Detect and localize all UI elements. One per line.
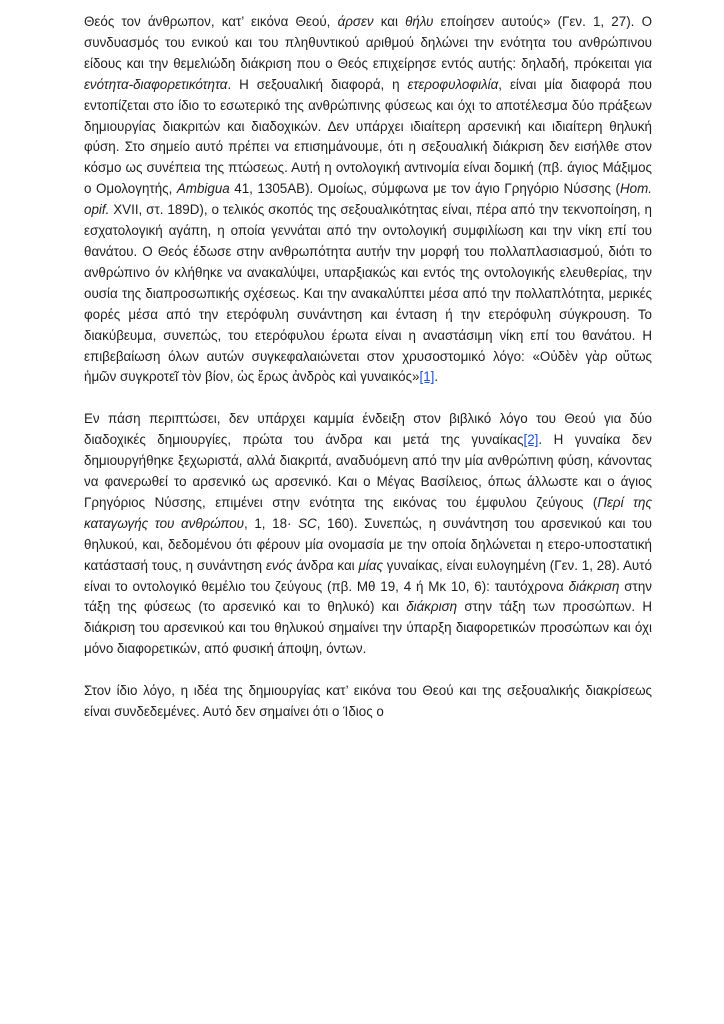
italic-text: SC: [298, 515, 317, 531]
text-segment: εποίησεν αυτούς» (Γεν. 1, 27). Ο συνδυασμός του ενικού και του πληθυντικού αριθμού δηλώνει την ενότητα του ανθρώπινου είδους και την θεμελιώδη διάκριση που ο Θεός επιχείρησε εντός αυτής: δηλαδή, πρόκειται για: [84, 14, 652, 71]
footnote-link[interactable]: [2]: [523, 432, 539, 448]
italic-text: διάκριση: [568, 578, 620, 594]
text-segment: άνδρα και: [292, 557, 359, 573]
italic-text: άρσεν: [337, 14, 374, 29]
italic-text: ενότητα-διαφορετικότητα: [84, 76, 228, 92]
document-page: [84, 12, 652, 723]
italic-text: ετεροφυλοφιλία: [407, 76, 499, 92]
italic-text: Περί της καταγωγής του ανθρώπου: [84, 494, 652, 531]
italic-text: μίας: [358, 557, 383, 573]
text-segment: Εν πάση περιπτώσει, δεν υπάρχει καμμία ένδειξη στον βιβλικό λόγο του Θεού για δύο διαδοχικές δημιουργίες, πρώτα του άνδρα και μετά της γυναίκας: [84, 411, 652, 448]
text-segment: και: [373, 14, 406, 29]
italic-text: θήλυ: [405, 14, 434, 29]
text-segment: στην τάξη των προσώπων. Η διάκριση του αρσενικού και του θηλυκού σημαίνει την ύπαρξη διαφορετικών προσώπων και όχι μόνο διαφορετικών, από φυσική άποψη, όντων.: [84, 599, 652, 657]
italic-text: διάκριση: [406, 599, 458, 615]
italic-text: ενός: [265, 557, 293, 573]
text-segment: Στον ίδιο λόγο, η ιδέα της δημιουργίας κατ’ εικόνα του Θεού και της σεξουαλικής διακρίσεως είναι συνδεδεμένες. Αυτό δεν σημαίνει ότι ο Ίδιος ο: [84, 683, 652, 720]
paragraph-1: [84, 12, 652, 388]
text-segment: .: [434, 369, 439, 385]
text-segment: XVII, στ. 189D), ο τελικός σκοπός της σεξουαλικότητας είναι, πέρα από την τεκνοποίηση, η εσχατολογική αγάπη, η οποία γεννάται από την οντολογική συμφιλίωση και την νίκη επί του θανάτου. Ο Θεός έδωσε στην ανθρωπότητα αυτήν την μορφή του πολλαπλασιασμού, διότι το ανθρώπινο όν κλήθηκε να ανακαλύψει, υπαρξιακώς και εντός της οντολογικής ελευθερίας, την ουσία της διαπροσωπικής σχέσεως. Και την ανακαλύπτει μέσα από την πολλαπλότητα, μερικές φορές μέσα από την ετερόφυλη συνάντηση και ένταση ή την ετερόφυλη σύγκρουση. Το διακύβευμα, συνεπώς, του ετερόφυλου έρωτα είναι η αναστάσιμη νίκη επί του θανάτου. Η επιβεβαίωση όλων αυτών συγκεφαλαιώνεται στον χρυσοστομικό λόγο: «Οὐδὲν γὰρ οὕτως ἡμῶν συγκροτεῖ τὸν βίον, ὡς ἔρως ἀνδρὸς καὶ γυναικός»: [84, 202, 652, 385]
footnote-link[interactable]: [1]: [419, 369, 435, 385]
text-segment: 41, 1305AB). Ομοίως, σύμφωνα με τον άγιο Γρηγόριο Νύσσης (: [229, 181, 620, 197]
text-segment: , 1, 18·: [244, 515, 299, 531]
paragraph-2: [84, 409, 652, 660]
text-segment: γυναίκας, είναι ευλογημένη (Γεν. 1, 28). Αυτό είναι το οντολογικό θεμέλιο του ζεύγους (πβ. Μθ 19, 4 ή Μκ 10, 6): ταυτόχρονα: [84, 557, 652, 594]
text-segment: , 160). Συνεπώς, η συνάντηση του αρσενικού και του θηλυκού, και, δεδομένου ότι φέρουν μία ονομασία με την οποία δηλώνεται η ετερο-υποστατική κατάστασή τους, η συνάντηση: [84, 515, 652, 573]
italic-text: Hom. opif.: [84, 181, 652, 218]
text-segment: , είναι μία διαφορά που εντοπίζεται στο ίδιο το εσωτερικό της ανθρώπινης φύσεως και όχι το αποτέλεσμα δύο πράξεων δημιουργίας διακριτών και διαδοχικών. Δεν υπάρχει ιδιαίτερη αρσενική και ιδιαίτερη θηλυκή φύση. Στο σημείο αυτό πρέπει να επισημάνουμε, ότι η σεξουαλική διάκριση δεν εισήλθε στον κόσμο ως συνέπεια της πτώσεως. Αυτή η οντολογική αντινομία είναι δομική (πβ. άγιος Μάξιμος ο Ομολογητής,: [84, 76, 653, 197]
text-segment: . Η σεξουαλική διαφορά, η: [227, 76, 408, 92]
text-segment: Θεός τον άνθρωπον, κατ’ εικόνα Θεού,: [84, 14, 338, 29]
paragraph-3: [84, 681, 652, 723]
text-segment: στην τάξη της φύσεως (το αρσενικό και το θηλυκό) και: [84, 578, 652, 615]
italic-text: Ambigua: [176, 181, 230, 197]
text-segment: . Η γυναίκα δεν δημιουργήθηκε ξεχωριστά, αλλά διακριτά, αναδυόμενη από την μία ανθρώπινη φύση, κάνοντας να φανερωθεί το αρσενικό ως αρσενικό. Και ο Μέγας Βασίλειος, όπως άλλωστε και ο άγιος Γρηγόριος Νύσσης, επιμένει στην ενότητα της εικόνας του έμφυλου ζεύγους (: [84, 432, 653, 510]
